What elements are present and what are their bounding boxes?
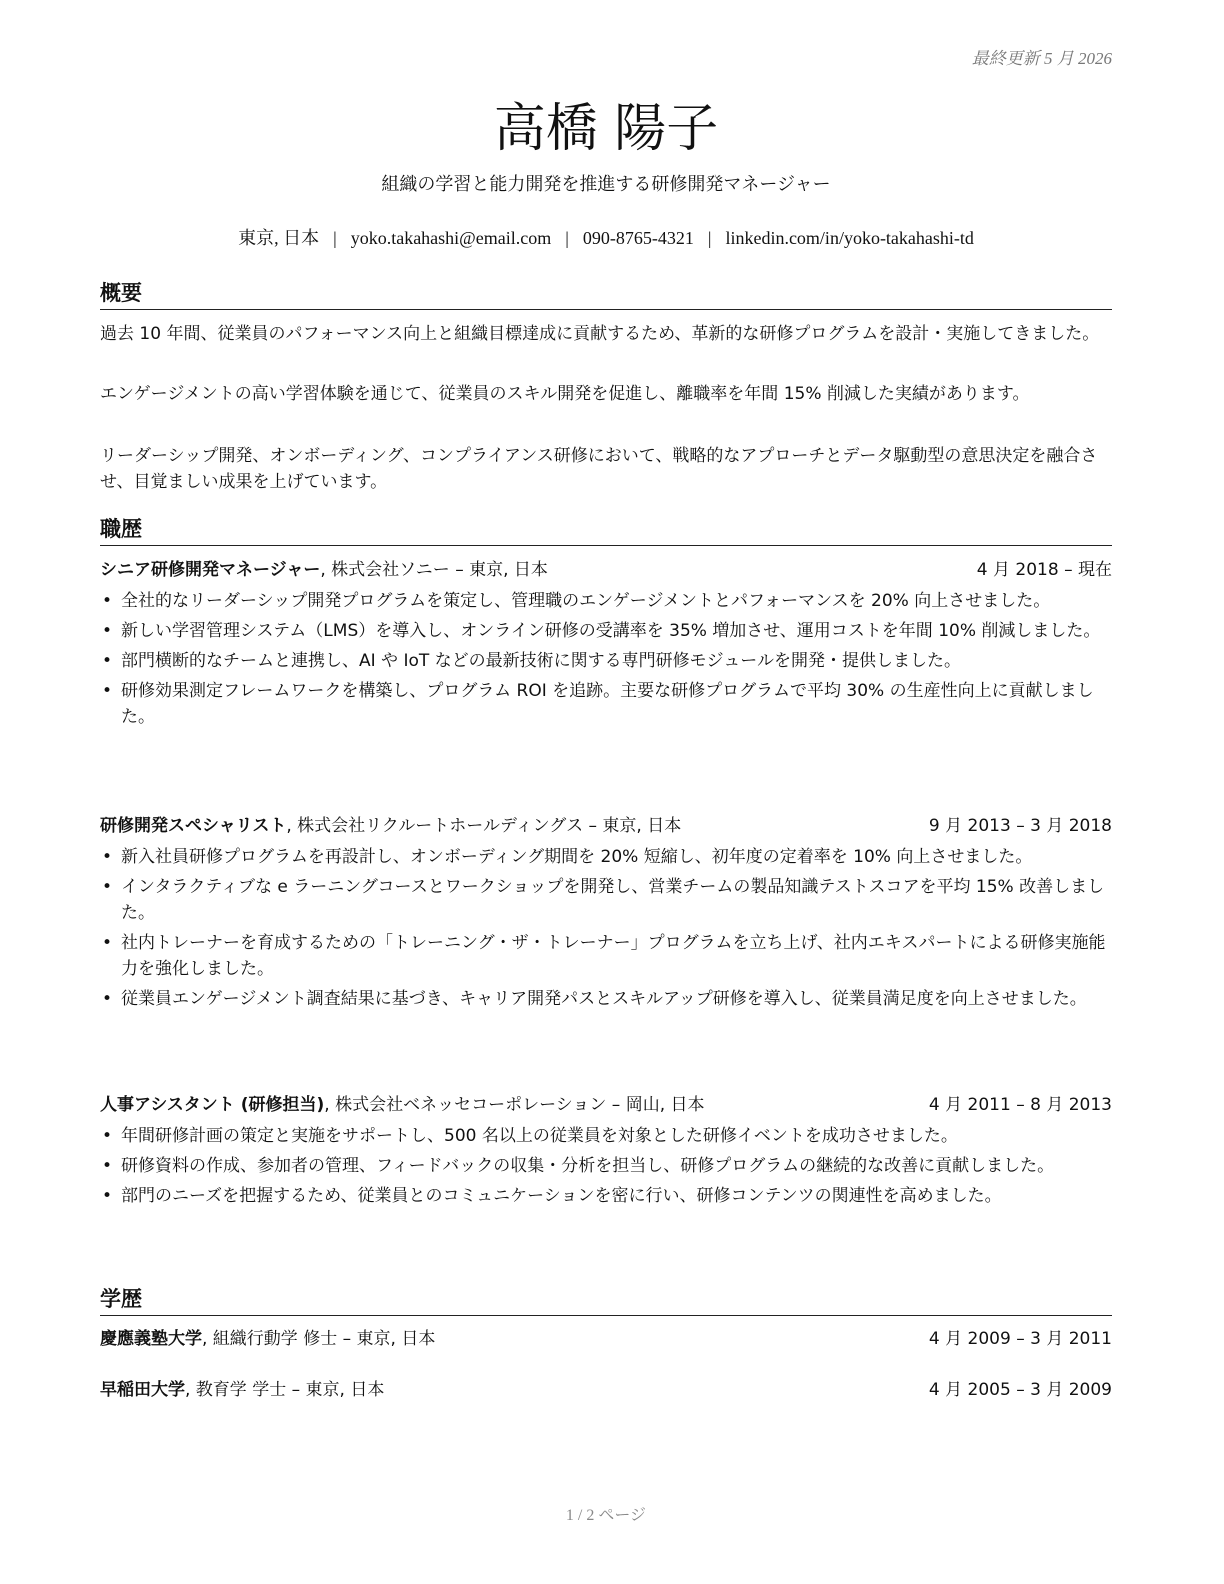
section-title-experience: 職歴 (100, 513, 1112, 546)
summary-paragraph: 過去 10 年間、従業員のパフォーマンス向上と組織目標達成に貢献するため、革新的な研修プログラムを設計・実施してきました。 (100, 324, 1100, 344)
separator: | (565, 228, 569, 248)
education-dates: 4 月 2009 – 3 月 2011 (928, 1329, 1112, 1349)
job-header (100, 813, 1112, 839)
school-name: 慶應義塾大学 (100, 1329, 202, 1349)
job-org: , 株式会社ソニー – 東京, 日本 (320, 560, 548, 580)
list-item: • 従業員エンゲージメント調査結果に基づき、キャリア開発パスとスキルアップ研修を導入し、従業員満足度を向上させました。 (100, 986, 1112, 1012)
page-number: 1 / 2 ページ (565, 1507, 647, 1524)
job-dates: 4 月 2018 – 現在 (976, 560, 1112, 580)
separator: | (333, 228, 337, 248)
summary-paragraph: リーダーシップ開発、オンボーディング、コンプライアンス研修において、戦略的なアプローチとデータ駆動型の意思決定を融合させ、目覚ましい成果を上げています。 (100, 446, 1098, 492)
candidate-name: 高橋 陽子 (493, 99, 719, 159)
job-bullets (100, 1123, 1112, 1213)
list-item: • 新しい学習管理システム（LMS）を導入し、オンライン研修の受講率を 35% 増加させ、運用コストを年間 10% 削減しました。 (100, 618, 1112, 644)
section-title-summary: 概要 (100, 277, 1112, 310)
job-role: 人事アシスタント (研修担当) (100, 1095, 325, 1115)
degree-detail: , 組織行動学 修士 – 東京, 日本 (202, 1329, 436, 1349)
list-item: • 部門横断的なチームと連携し、AI や IoT などの最新技術に関する専門研修モジュールを開発・提供しました。 (100, 648, 1112, 674)
list-item: • 社内トレーナーを育成するための「トレーニング・ザ・トレーナー」プログラムを立ち上げ、社内エキスパートによる研修実施能力を強化しました。 (100, 930, 1112, 982)
job-org: , 株式会社リクルートホールディングス – 東京, 日本 (286, 816, 682, 836)
school-name: 早稲田大学 (100, 1380, 185, 1400)
tagline: 組織の学習と能力開発を推進する研修開発マネージャー (381, 174, 831, 195)
job-header (100, 1092, 1112, 1118)
list-item: • 新入社員研修プログラムを再設計し、オンボーディング期間を 20% 短縮し、初年度の定着率を 10% 向上させました。 (100, 844, 1112, 870)
job-bullets (100, 844, 1112, 1016)
contact-phone: 090-8765-4321 (582, 228, 694, 248)
summary-paragraph: エンゲージメントの高い学習体験を通じて、従業員のスキル開発を促進し、離職率を年間 15% 削減した実績があります。 (100, 384, 1030, 404)
job-dates: 4 月 2011 – 8 月 2013 (928, 1095, 1112, 1115)
section-title-education: 学歴 (100, 1283, 1112, 1316)
contact-email[interactable]: yoko.takahashi@email.com (350, 228, 552, 248)
list-item: • 研修資料の作成、参加者の管理、フィードバックの収集・分析を担当し、研修プログラムの継続的な改善に貢献しました。 (100, 1153, 1112, 1179)
resume-page (100, 0, 1112, 1584)
separator: | (707, 228, 712, 248)
job-header (100, 557, 1112, 583)
job-role: シニア研修開発マネージャー (100, 560, 321, 580)
education-item (100, 1326, 1112, 1352)
degree-detail: , 教育学 学士 – 東京, 日本 (185, 1380, 385, 1400)
list-item: • インタラクティブな e ラーニングコースとワークショップを開発し、営業チームの製品知識テストスコアを平均 15% 改善しました。 (100, 874, 1112, 926)
contact-location: 東京, 日本 (238, 228, 320, 248)
list-item: • 部門のニーズを把握するため、従業員とのコミュニケーションを密に行い、研修コンテンツの関連性を高めました。 (100, 1183, 1112, 1209)
contact-line (100, 224, 1112, 250)
job-org: , 株式会社ベネッセコーポレーション – 岡山, 日本 (324, 1095, 705, 1115)
last-updated: 最終更新 5 月 2026 (971, 49, 1112, 68)
contact-linkedin[interactable]: linkedin.com/in/yoko-takahashi-td (725, 228, 974, 248)
education-dates: 4 月 2005 – 3 月 2009 (928, 1380, 1112, 1400)
job-bullets (100, 588, 1112, 734)
list-item: • 年間研修計画の策定と実施をサポートし、500 名以上の従業員を対象とした研修イベントを成功させました。 (100, 1123, 1112, 1149)
education-item (100, 1377, 1112, 1403)
job-role: 研修開発スペシャリスト (100, 816, 287, 836)
list-item: • 研修効果測定フレームワークを構築し、プログラム ROI を追跡。主要な研修プログラムで平均 30% の生産性向上に貢献しました。 (100, 678, 1112, 730)
list-item: • 全社的なリーダーシップ開発プログラムを策定し、管理職のエンゲージメントとパフォーマンスを 20% 向上させました。 (100, 588, 1112, 614)
job-dates: 9 月 2013 – 3 月 2018 (928, 816, 1112, 836)
